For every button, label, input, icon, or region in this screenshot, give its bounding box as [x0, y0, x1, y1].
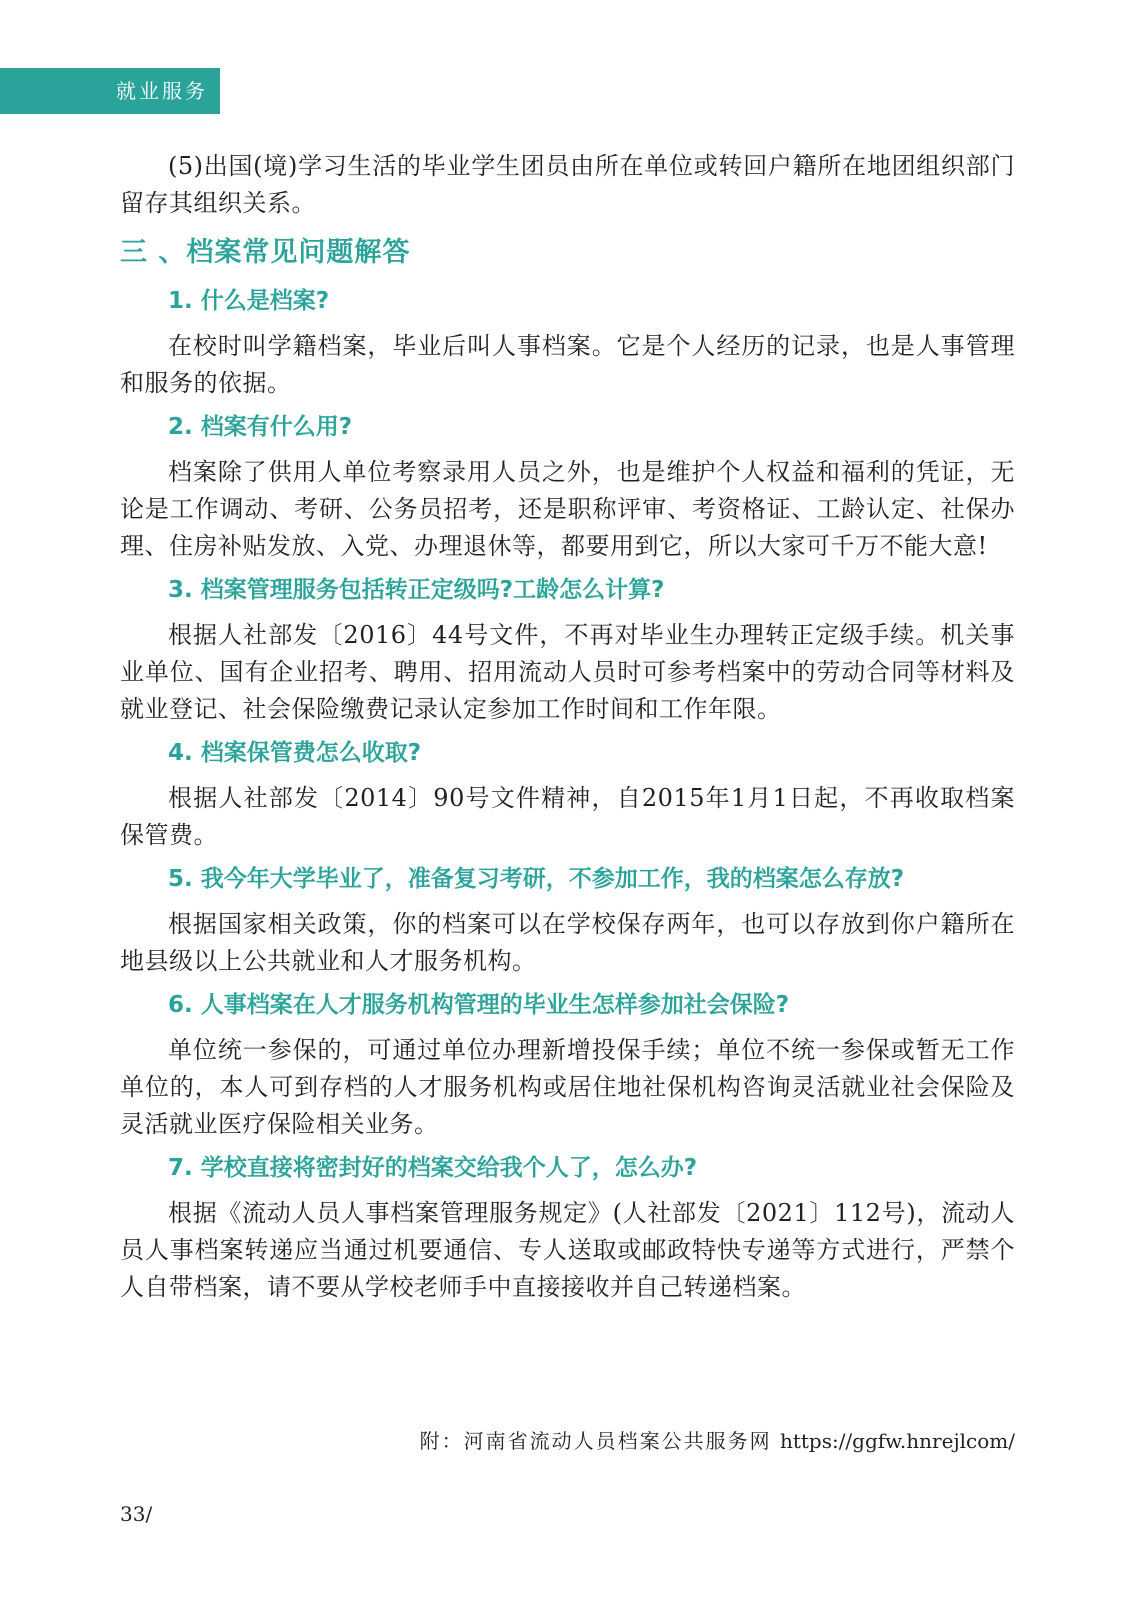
question-1: 1. 什么是档案? — [168, 288, 330, 314]
main-content — [120, 148, 1015, 1310]
answer-4: 根据人社部发〔2014〕90号文件精神，自2015年1月1日起，不再收取档案保管费。 — [120, 784, 1015, 849]
footnote — [420, 1425, 1015, 1454]
answer-7: 根据《流动人员人事档案管理服务规定》(人社部发〔2021〕112号)，流动人员人事档案转递应当通过机要通信、专人送取或邮政特快专递等方式进行，严禁个人自带档案，请不要从学校老师手中直接接收并自己转递档案。 — [120, 1199, 1015, 1301]
answer-1: 在校时叫学籍档案，毕业后叫人事档案。它是个人经历的记录，也是人事管理和服务的依据。 — [120, 332, 1015, 397]
question-2: 2. 档案有什么用? — [168, 414, 353, 440]
question-5: 5. 我今年大学毕业了，准备复习考研，不参加工作，我的档案怎么存放? — [168, 866, 905, 892]
question-3: 3. 档案管理服务包括转正定级吗?工龄怎么计算? — [168, 577, 665, 603]
section-title: 三 、档案常见问题解答 — [120, 237, 411, 268]
question-4: 4. 档案保管费怎么收取? — [168, 740, 422, 766]
footnote-link[interactable]: https://ggfw.hnrejlcom/ — [779, 1429, 1015, 1453]
answer-3: 根据人社部发〔2016〕44号文件，不再对毕业生办理转正定级手续。机关事业单位、国有企业招考、聘用、招用流动人员时可参考档案中的劳动合同等材料及就业登记、社会保险缴费记录认定参加工作时间和工作年限。 — [120, 621, 1015, 723]
section-header-label: 就业服务 — [116, 79, 208, 103]
section-header-tab — [0, 68, 220, 114]
answer-6: 单位统一参保的，可通过单位办理新增投保手续；单位不统一参保或暂无工作单位的，本人可到存档的人才服务机构或居住地社保机构咨询灵活就业社会保险及灵活就业医疗保险相关业务。 — [120, 1036, 1015, 1138]
answer-5: 根据国家相关政策，你的档案可以在学校保存两年，也可以存放到你户籍所在地县级以上公共就业和人才服务机构。 — [120, 910, 1015, 975]
footnote-label: 附：河南省流动人员档案公共服务网 — [419, 1429, 772, 1453]
intro-paragraph: (5)出国(境)学习生活的毕业学生团员由所在单位或转回户籍所在地团组织部门留存其组织关系。 — [120, 152, 1015, 217]
page-number: 33/ — [120, 1502, 153, 1526]
question-6: 6. 人事档案在人才服务机构管理的毕业生怎样参加社会保险? — [168, 992, 790, 1018]
answer-2: 档案除了供用人单位考察录用人员之外，也是维护个人权益和福利的凭证，无论是工作调动、考研、公务员招考，还是职称评审、考资格证、工龄认定、社保办理、住房补贴发放、入党、办理退休等，都要用到它，所以大家可千万不能大意! — [120, 458, 1015, 560]
question-7: 7. 学校直接将密封好的档案交给我个人了，怎么办? — [168, 1155, 698, 1181]
